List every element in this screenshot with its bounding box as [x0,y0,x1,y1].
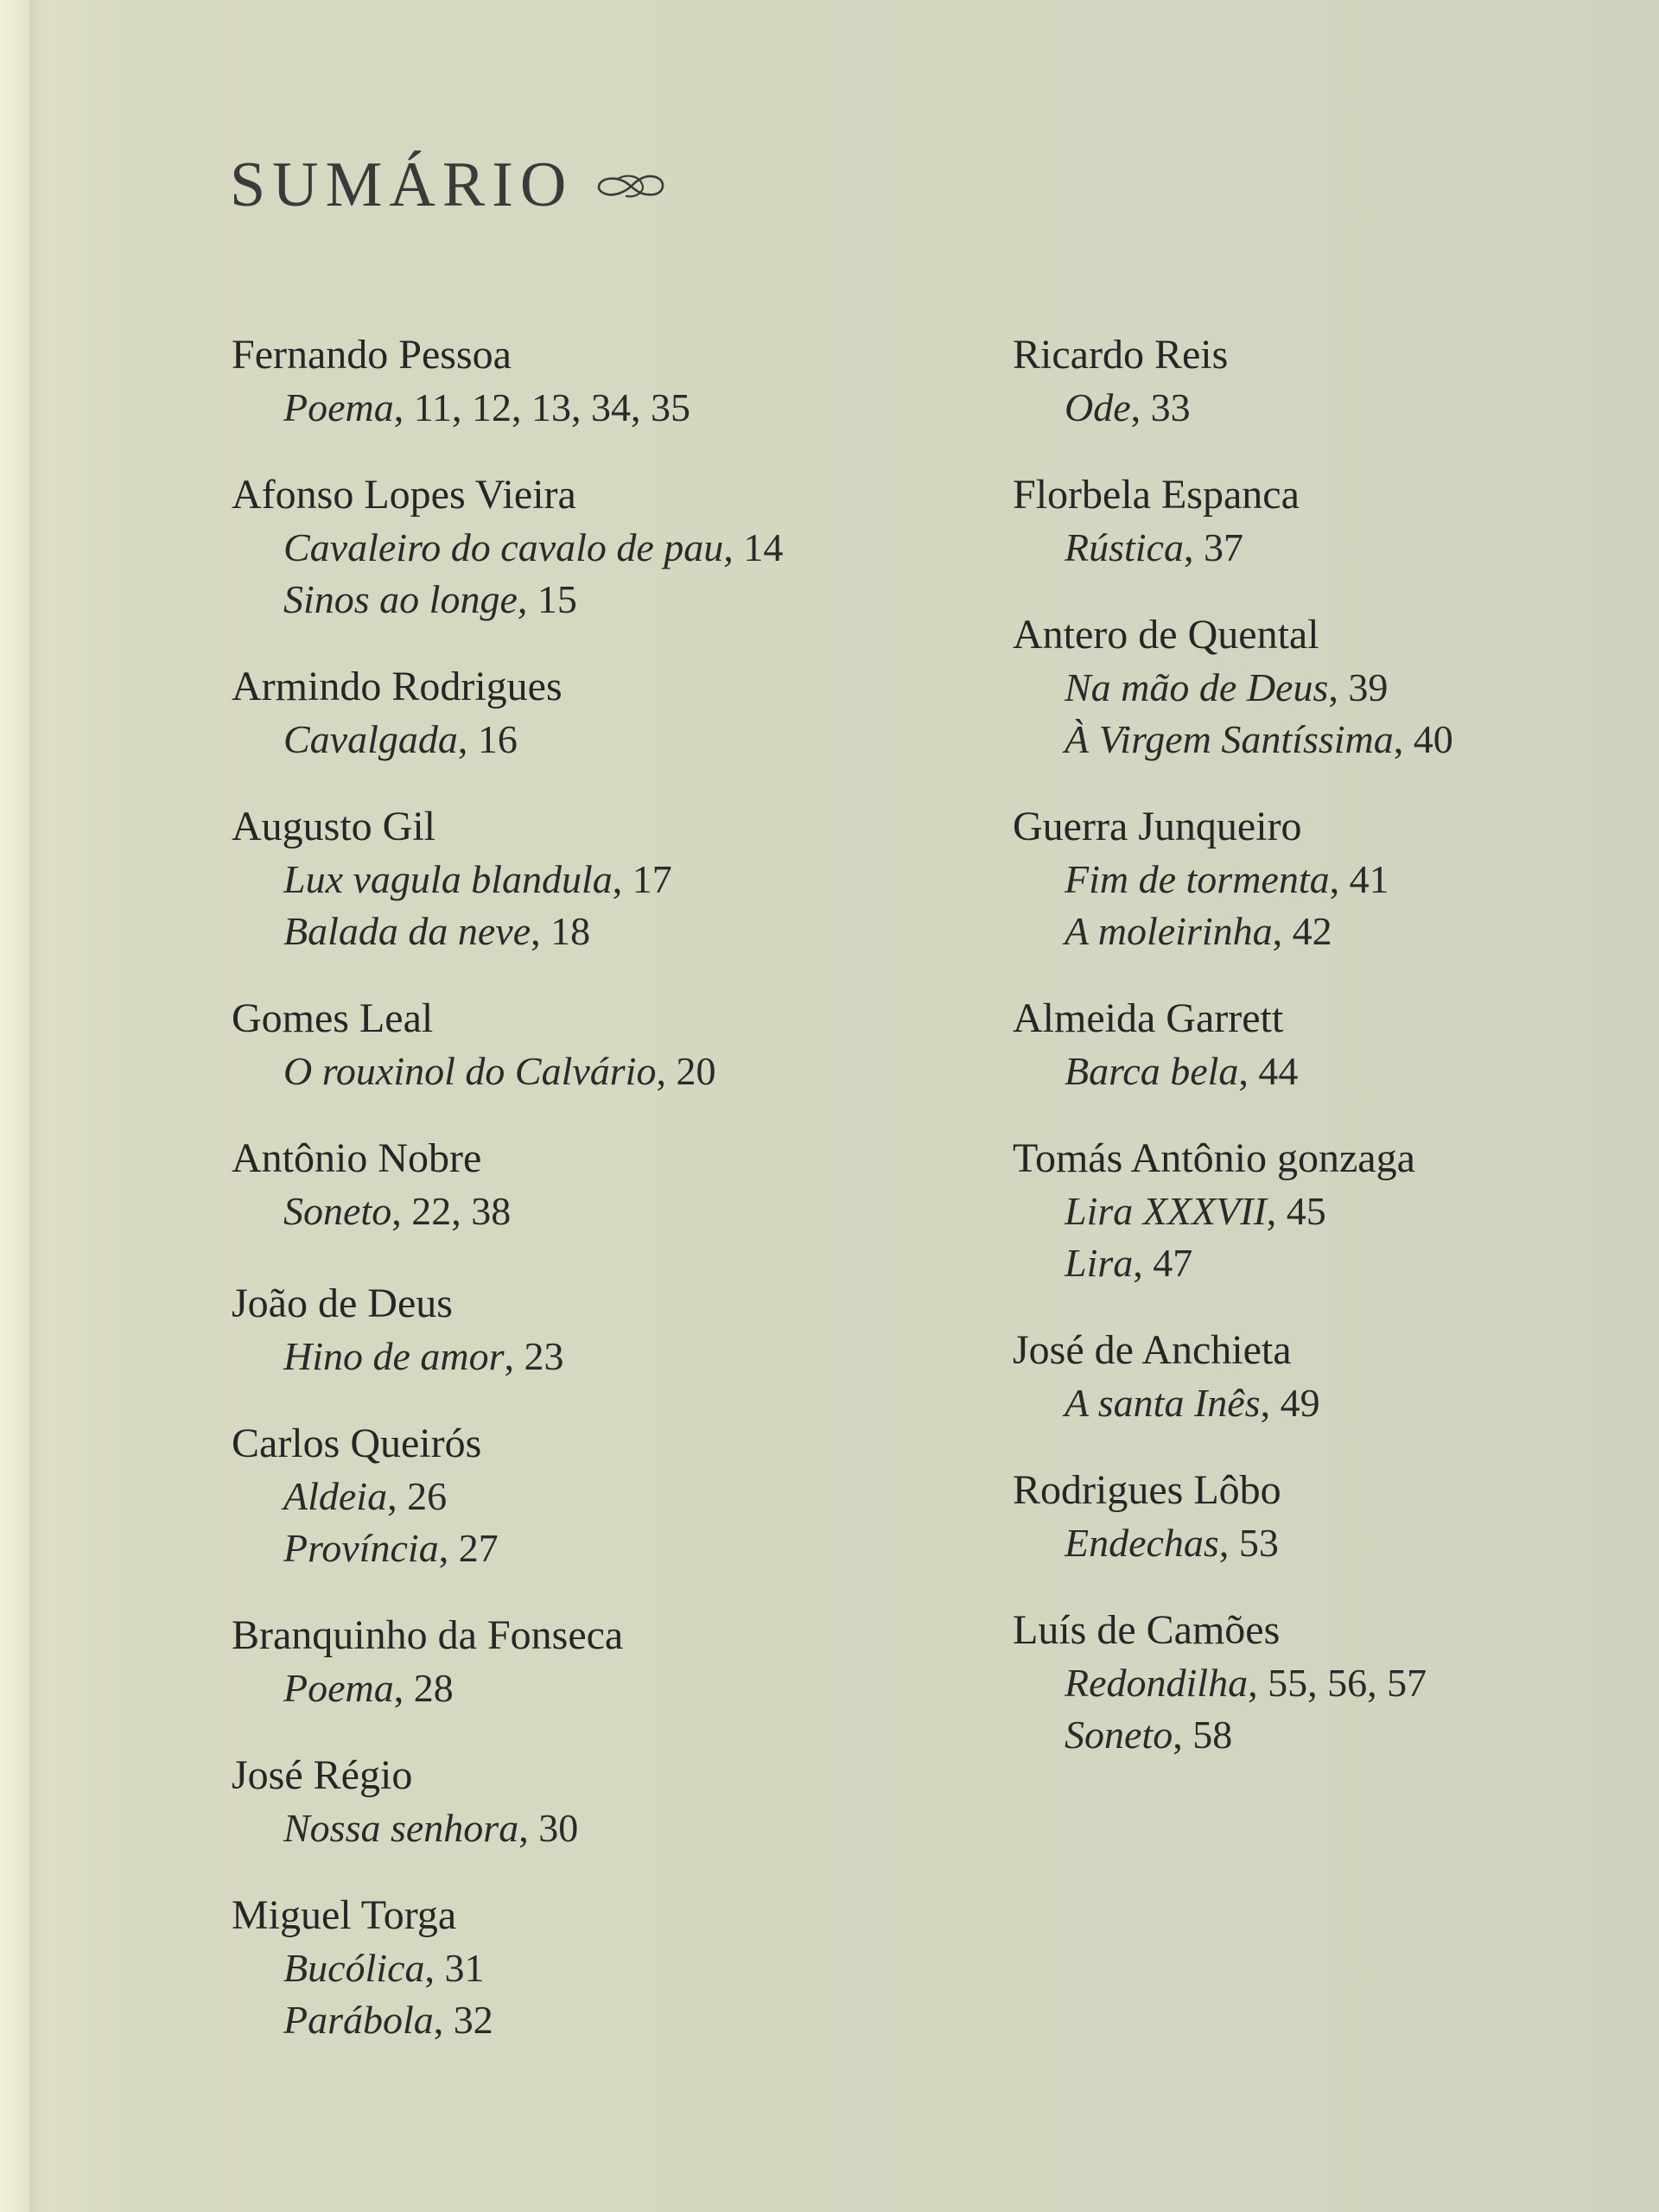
works-list [232,1802,975,1854]
infinity-ornament-icon [592,167,671,205]
page-numbers: , 17 [612,857,672,901]
work-item [232,382,975,434]
works-list [232,1942,975,2046]
toc-entry [232,1609,975,1714]
page-numbers: , 58 [1173,1713,1233,1757]
page-numbers: , 22, 38 [391,1189,512,1233]
author-name: Luís de Camões [1013,1607,1281,1653]
work-item [232,1994,975,2046]
page-numbers: , 41 [1329,857,1389,901]
work-title: Endechas [1065,1521,1219,1565]
work-item [1013,1237,1618,1289]
work-item [232,1046,975,1097]
toc-entry [1013,328,1618,434]
work-title: Cavaleiro do cavalo de pau, [283,525,734,569]
author-name: Branquinho da Fonseca [232,1612,624,1658]
toc-entry [1013,608,1618,766]
work-title: Ode [1065,385,1131,429]
works-list [1013,854,1618,957]
page-numbers: 15 [527,577,577,621]
work-title: Soneto [283,1189,392,1233]
work-item [232,1802,975,1854]
work-title: Barca bela [1065,1049,1239,1093]
work-item [1013,1657,1618,1709]
work-title: A moleirinha [1065,909,1273,953]
toc-entry [232,328,975,434]
work-item [232,1471,975,1522]
work-title: Redondilha [1065,1661,1249,1705]
work-title: A santa Inês [1065,1381,1261,1425]
page-numbers: , 28 [393,1666,454,1710]
toc-entry [1013,1604,1618,1761]
work-item [1013,854,1618,906]
works-list [232,1046,975,1097]
page-numbers: , 47 [1133,1241,1193,1285]
work-item [1013,1517,1618,1569]
page-numbers: 14 [733,525,784,569]
author-name: Antero de Quental [1013,612,1319,658]
page-numbers: , 26 [387,1474,448,1518]
work-title: Cavalgada [283,717,458,761]
work-item [1013,1046,1618,1097]
works-list [1013,1185,1618,1289]
page-title: SUMÁRIO [230,149,574,220]
works-list [232,382,975,434]
page-numbers: , 37 [1183,525,1243,569]
work-item [1013,1185,1618,1237]
page-numbers: , 45 [1266,1189,1326,1233]
works-list [1013,1046,1618,1097]
page-numbers: , 53 [1218,1521,1279,1565]
page-numbers: , 55, 56, 57 [1248,1661,1427,1705]
work-title: Aldeia [283,1474,388,1518]
page-numbers: , 32 [433,1998,493,2042]
work-title: Província [283,1526,439,1570]
works-list [1013,662,1618,766]
work-item [1013,662,1618,714]
work-title: Poema [283,1666,394,1710]
work-title: Na mão de Deus [1065,665,1329,709]
work-title: Lira XXXVII [1065,1189,1267,1233]
work-title: Parábola [283,1998,434,2042]
contents-heading [230,149,671,222]
author-name: Miguel Torga [232,1892,457,1938]
toc-entry [1013,992,1618,1097]
right-column [1013,328,1618,1761]
toc-entry [232,1132,975,1237]
works-list [232,1662,975,1714]
work-item [232,906,975,957]
page-numbers: , 33 [1130,385,1191,429]
toc-entry [232,468,975,626]
page-numbers: , 11, 12, 13, 34, 35 [393,385,691,429]
works-list [1013,382,1618,434]
toc-entry [232,660,975,766]
page-numbers: , 27 [438,1526,499,1570]
work-title: Soneto [1065,1713,1173,1757]
toc-entry [1013,1464,1618,1569]
author-name: Antônio Nobre [232,1135,482,1181]
author-name: José de Anchieta [1013,1327,1292,1373]
work-item [1013,382,1618,434]
toc-entry [232,1749,975,1854]
toc-entry [1013,800,1618,957]
page-numbers: , 39 [1328,665,1389,709]
work-item [232,522,975,574]
gutter-shadow [29,0,41,2212]
author-name: Almeida Garrett [1013,995,1284,1041]
left-column [232,328,975,2046]
author-name: Augusto Gil [232,804,436,849]
work-title: Balada da neve [283,909,531,953]
work-item [1013,714,1618,766]
toc-entry [1013,1132,1618,1289]
work-item [232,1522,975,1574]
work-title: À Virgem Santíssima [1065,717,1394,761]
author-name: Armindo Rodrigues [232,664,563,709]
work-item [1013,522,1618,574]
author-name: Guerra Junqueiro [1013,804,1302,849]
works-list [232,1185,975,1237]
works-list [232,1331,975,1382]
author-name: Afonso Lopes Vieira [232,472,576,518]
work-item [1013,1709,1618,1761]
works-list [232,854,975,957]
work-item [1013,1377,1618,1429]
toc-entry [1013,1324,1618,1429]
work-item [232,854,975,906]
author-name: Fernando Pessoa [232,332,512,378]
work-title: Hino de amor [283,1334,505,1378]
work-item [1013,906,1618,957]
author-name: José Régio [232,1752,413,1798]
work-item [232,574,975,626]
works-list [1013,1377,1618,1429]
page-edge [0,0,29,2212]
works-list [1013,1517,1618,1569]
work-item [232,714,975,766]
work-title: Fim de tormenta [1065,857,1330,901]
author-name: Carlos Queirós [232,1421,482,1466]
work-title: Lux vagula blandula [283,857,613,901]
works-list [1013,1657,1618,1761]
works-list [232,522,975,626]
page-numbers: , 23 [504,1334,564,1378]
work-title: Nossa senhora [283,1806,519,1850]
work-item [232,1662,975,1714]
work-item [232,1942,975,1994]
page-numbers: , 20 [656,1049,716,1093]
works-list [232,714,975,766]
work-item [232,1331,975,1382]
work-title: Poema [283,385,394,429]
toc-entry [232,1277,975,1382]
author-name: Florbela Espanca [1013,472,1300,518]
author-name: Gomes Leal [232,995,434,1041]
page-numbers: , 18 [531,909,591,953]
toc-entry [232,992,975,1097]
page-numbers: , 49 [1260,1381,1320,1425]
page-numbers: , 44 [1238,1049,1299,1093]
author-name: Ricardo Reis [1013,332,1229,378]
works-list [1013,522,1618,574]
toc-entry [232,800,975,957]
page-numbers: , 42 [1272,909,1332,953]
toc-entry [232,1417,975,1574]
work-title: Lira [1065,1241,1134,1285]
works-list [232,1471,975,1574]
work-title: Sinos ao longe, [283,577,528,621]
work-title: O rouxinol do Calvário [283,1049,657,1093]
work-item [232,1185,975,1237]
page-numbers: , 31 [424,1946,485,1990]
author-name: Tomás Antônio gonzaga [1013,1135,1415,1181]
page-numbers: , 40 [1393,717,1453,761]
toc-entry [1013,468,1618,574]
page-numbers: , 16 [457,717,518,761]
work-title: Bucólica [283,1946,425,1990]
work-title: Rústica [1065,525,1184,569]
toc-entry [232,1889,975,2046]
page-numbers: , 30 [518,1806,579,1850]
author-name: João de Deus [232,1281,453,1326]
author-name: Rodrigues Lôbo [1013,1467,1281,1513]
